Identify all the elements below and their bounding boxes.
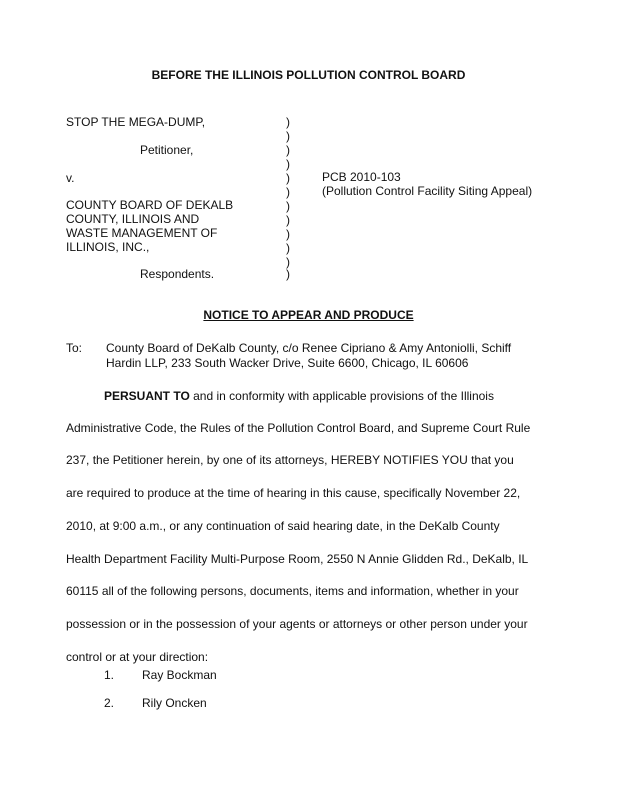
petitioner-name: STOP THE MEGA-DUMP, bbox=[66, 115, 206, 129]
body-line: Health Department Facility Multi-Purpose Room, 2550 N Annie Glidden Rd., DeKalb, IL bbox=[66, 552, 529, 566]
notice-heading: NOTICE TO APPEAR AND PRODUCE bbox=[203, 308, 414, 322]
respondent-role: Respondents. bbox=[140, 267, 215, 281]
body-line-rest: and in conformity with applicable provisions of the Illinois bbox=[189, 389, 494, 403]
body-line: possession or in the possession of your agents or attorneys or other person under your bbox=[66, 617, 528, 631]
addressee-line: County Board of DeKalb County, c/o Renee Cipriano & Amy Antoniolli, Schiff bbox=[106, 341, 512, 355]
body-line: 237, the Petitioner herein, by one of its attorneys, HEREBY NOTIFIES YOU that you bbox=[66, 453, 514, 467]
body-line-first bbox=[104, 389, 494, 403]
caption-paren: ) bbox=[286, 115, 290, 129]
list-item: Ray Bockman bbox=[142, 668, 217, 682]
body-line: are required to produce at the time of hearing in this cause, specifically November 22, bbox=[66, 486, 521, 500]
respondent-line: COUNTY, ILLINOIS AND bbox=[66, 212, 200, 226]
caption-paren: ) bbox=[286, 255, 290, 269]
caption-paren: ) bbox=[286, 267, 290, 281]
caption-paren: ) bbox=[286, 185, 290, 199]
case-type: (Pollution Control Facility Siting Appeal) bbox=[322, 184, 533, 198]
list-item-number: 2. bbox=[104, 696, 115, 710]
respondent-line: ILLINOIS, INC., bbox=[66, 240, 150, 254]
caption-paren: ) bbox=[286, 171, 290, 185]
respondent-line: COUNTY BOARD OF DEKALB bbox=[66, 198, 234, 212]
document-title: BEFORE THE ILLINOIS POLLUTION CONTROL BOARD bbox=[151, 68, 466, 82]
respondent-line: WASTE MANAGEMENT OF bbox=[66, 226, 218, 240]
caption-paren: ) bbox=[286, 227, 290, 241]
caption-paren: ) bbox=[286, 143, 290, 157]
caption-paren: ) bbox=[286, 157, 290, 171]
body-line: 2010, at 9:00 a.m., or any continuation of said hearing date, in the DeKalb County bbox=[66, 519, 500, 533]
caption-paren: ) bbox=[286, 213, 290, 227]
addressee-line: Hardin LLP, 233 South Wacker Drive, Suite 6600, Chicago, IL 60606 bbox=[106, 356, 469, 370]
versus-label: v. bbox=[66, 171, 75, 185]
petitioner-role: Petitioner, bbox=[140, 143, 194, 157]
caption-paren: ) bbox=[286, 129, 290, 143]
list-item-number: 1. bbox=[104, 668, 115, 682]
caption-paren: ) bbox=[286, 241, 290, 255]
to-label: To: bbox=[66, 341, 83, 355]
body-lead: PERSUANT TO bbox=[104, 389, 190, 403]
body-line: 60115 all of the following persons, documents, items and information, whether in your bbox=[66, 584, 519, 598]
body-line: control or at your direction: bbox=[66, 650, 209, 664]
list-item: Rily Oncken bbox=[142, 696, 207, 710]
body-line: Administrative Code, the Rules of the Pollution Control Board, and Supreme Court Rule bbox=[66, 421, 531, 435]
caption-paren: ) bbox=[286, 199, 290, 213]
case-number: PCB 2010-103 bbox=[322, 170, 401, 184]
